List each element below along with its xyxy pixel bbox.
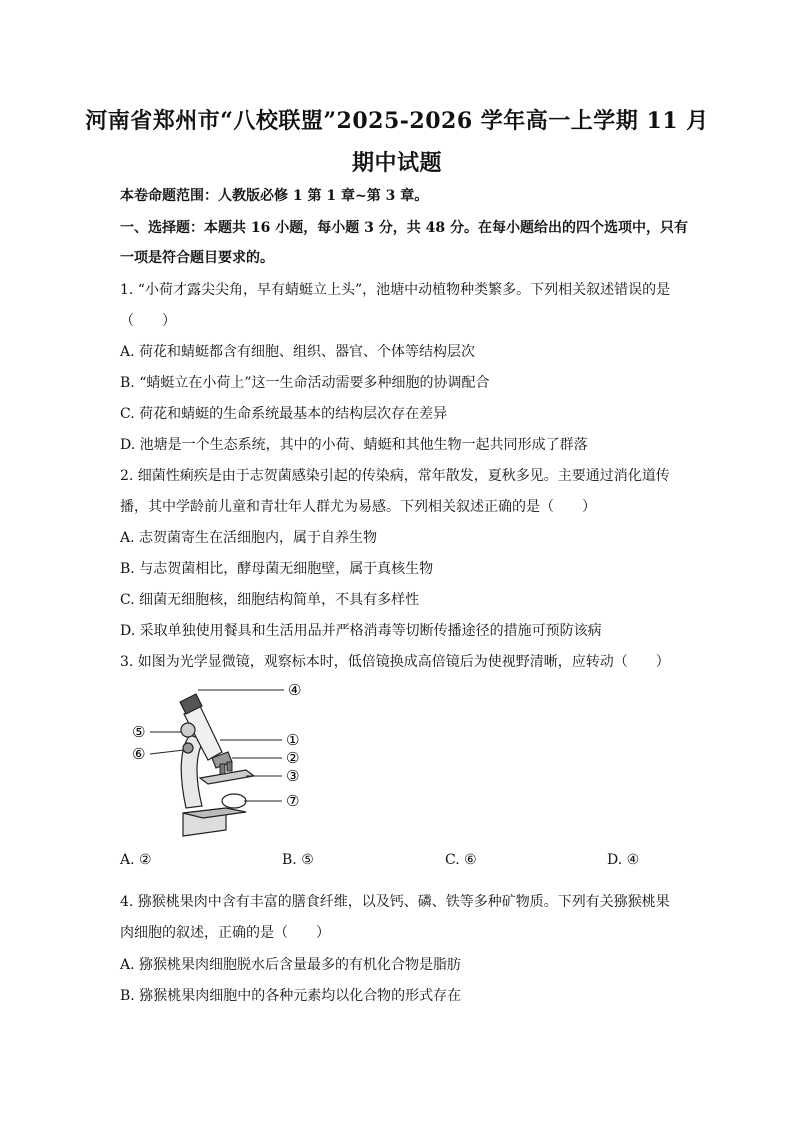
label-2: ② [286,749,300,767]
exam-title-line1: 河南省郑州市“八校联盟”2025-2026 学年高一上学期 11 月 [85,108,709,134]
q1-option-b: B. “蜻蜓立在小荷上”这一生命活动需要多种细胞的协调配合 [120,375,490,391]
microscope-figure [128,680,318,840]
section-header-line1: 一、选择题：本题共 16 小题，每小题 3 分，共 48 分。在每小题给出的四个选项中，只有 [120,220,688,236]
objective-shape-2 [227,762,232,771]
label-5: ⑤ [132,723,146,741]
q1-option-a: A. 荷花和蜻蜓都含有细胞、组织、器官、个体等结构层次 [120,344,476,360]
q1-option-c: C. 荷花和蜻蜓的生命系统最基本的结构层次存在差异 [120,406,448,422]
section-header-line2: 一项是符合题目要求的。 [120,250,274,266]
label-4: ④ [288,681,302,699]
mirror-shape [222,794,246,808]
exam-title-line2: 期中试题 [351,150,442,176]
q3-option-b: B. ⑤ [282,852,314,868]
label-7: ⑦ [286,792,300,810]
q3-stem: 3. 如图为光学显微镜，观察标本时，低倍镜换成高倍镜后为使视野清晰，应转动（ ） [120,654,670,670]
fine-knob-shape [183,743,193,753]
q2-option-b: B. 与志贺菌相比，酵母菌无细胞壁，属于真核生物 [120,561,434,577]
q2-option-a: A. 志贺菌寄生在活细胞内，属于自养生物 [120,530,378,546]
q2-option-c: C. 细菌无细胞核，细胞结构简单，不具有多样性 [120,592,420,608]
label-1: ① [286,731,300,749]
q4-stem-line2: 肉细胞的叙述，正确的是（ ） [120,925,330,941]
label-6: ⑥ [132,745,146,763]
q3-option-c: C. ⑥ [445,852,477,868]
q1-option-d: D. 池塘是一个生态系统，其中的小荷、蜻蜓和其他生物一起共同形成了群落 [120,437,588,453]
q2-stem-line1: 2. 细菌性痢疾是由于志贺菌感染引起的传染病，常年散发，夏秋多见。主要通过消化道传 [120,468,670,484]
objective-shape-1 [220,764,225,774]
q4-stem-line1: 4. 猕猴桃果肉中含有丰富的膳食纤维，以及钙、磷、铁等多种矿物质。下列有关猕猴桃果 [120,894,670,910]
coarse-knob-shape [181,723,195,737]
q1-stem-line2: （ ） [120,313,176,329]
scope-note: 本卷命题范围：人教版必修 1 第 1 章~第 3 章。 [120,188,429,204]
q3-option-d: D. ④ [607,852,640,868]
q4-option-a: A. 猕猴桃果肉细胞脱水后含量最多的有机化合物是脂肪 [120,957,462,973]
microscope-diagram [128,680,318,840]
q2-option-d: D. 采取单独使用餐具和生活用品并严格消毒等切断传播途径的措施可预防该病 [120,623,602,639]
q2-stem-line2: 播，其中学龄前儿童和青壮年人群尤为易感。下列相关叙述正确的是（ ） [120,499,596,515]
q3-option-a: A. ② [120,852,152,868]
q4-option-b: B. 猕猴桃果肉细胞中的各种元素均以化合物的形式存在 [120,988,462,1004]
stage-shape [200,770,254,784]
q1-stem-line1: 1. “小荷才露尖尖角，早有蜻蜓立上头”，池塘中动植物种类繁多。下列相关叙述错误的是 [120,282,671,298]
label-3: ③ [286,767,300,785]
leader-line-6 [150,750,184,754]
